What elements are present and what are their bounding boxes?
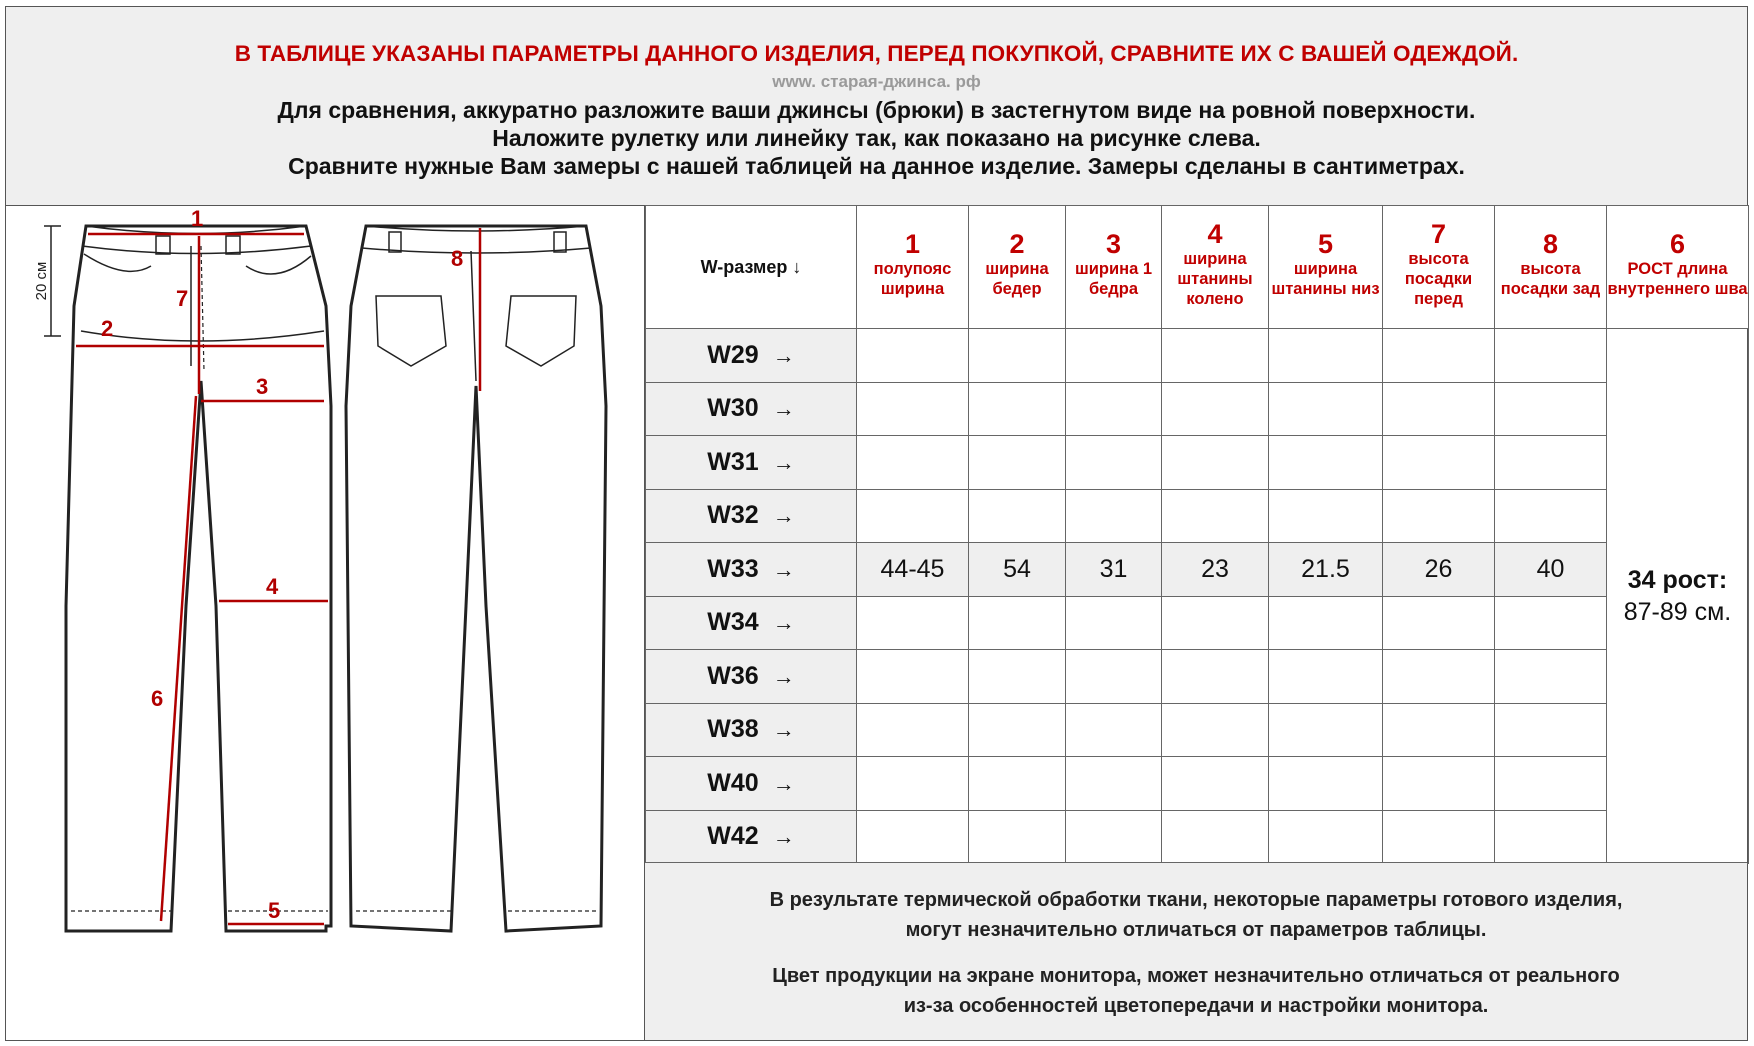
size-table [645,205,1749,864]
table-row [646,436,1749,490]
value-cell [1495,382,1607,436]
value-cell [1495,329,1607,383]
footer-note-1: В результате термической обработки ткани, некоторые параметры готового изделия, [769,889,1623,911]
table-row [646,543,1749,597]
arrow-icon: → [772,717,795,743]
value-cell [1066,703,1162,757]
size-cell [646,543,857,597]
footer-panel [645,862,1747,1040]
column-header [1383,206,1495,329]
value-cell [1269,757,1383,811]
value-cell [969,703,1066,757]
size-label: W36 [707,661,759,690]
marker-2: 2 [101,316,114,341]
column-header [1495,206,1607,329]
marker-3: 3 [256,374,269,399]
column-number: 2 [1009,229,1025,259]
value-cell [1495,703,1607,757]
arrow-icon: → [772,449,795,475]
value-cell: 31 [1066,543,1162,597]
size-label: W30 [707,394,759,423]
column-label: высота посадки перед [1404,250,1473,308]
value-cell: 21.5 [1269,543,1383,597]
value-cell [1383,650,1495,704]
table-row [646,650,1749,704]
table-row [646,810,1749,864]
value-cell [857,436,969,490]
value-cell: 44-45 [857,543,969,597]
value-cell [1269,329,1383,383]
header-instruction-3: Сравните нужные Вам замеры с нашей таблицей на данное изделие. Замеры сделаны в сантиметрах. [288,153,1465,179]
value-cell: 40 [1495,543,1607,597]
value-cell [1162,382,1269,436]
value-cell [857,596,969,650]
jeans-measurement-drawing [6,206,646,1040]
value-cell [1162,757,1269,811]
growth-value: 87-89 см. [1623,598,1732,626]
table-row [646,489,1749,543]
value-cell [1066,436,1162,490]
size-label: W31 [707,447,759,476]
value-cell [1162,329,1269,383]
size-label: W38 [707,715,759,744]
arrow-icon: → [772,770,795,796]
arrow-icon: → [772,503,795,529]
arrow-icon: → [772,556,795,582]
corner-cell [646,206,857,329]
size-cell [646,329,857,383]
column-header [1162,206,1269,329]
value-cell [1066,810,1162,864]
size-label: W34 [707,608,759,637]
value-cell [857,650,969,704]
value-cell [1066,757,1162,811]
size-cell [646,810,857,864]
table-row [646,382,1749,436]
back-jeans-outline [346,226,606,931]
header-site: www. старая-джинса. рф [772,72,981,91]
column-number: 7 [1430,219,1447,249]
value-cell [1162,650,1269,704]
table-row [646,703,1749,757]
value-cell [1383,757,1495,811]
value-cell [969,757,1066,811]
size-label: W40 [707,768,759,797]
value-cell [969,489,1066,543]
marker-4: 4 [266,574,279,599]
value-cell [1383,436,1495,490]
header-panel [6,7,1747,206]
column-header [1066,206,1162,329]
arrow-icon: → [772,663,795,689]
value-cell [1066,650,1162,704]
value-cell [1162,436,1269,490]
value-cell [1066,382,1162,436]
size-label: W32 [707,501,759,530]
value-cell [857,810,969,864]
value-cell [1162,703,1269,757]
arrow-icon: → [772,342,795,368]
value-cell [969,596,1066,650]
column-label: ширина бедер [985,260,1049,298]
footer-note-2: могут незначительно отличаться от параметров таблицы. [905,919,1487,941]
arrow-icon: → [772,396,795,422]
marker-1: 1 [191,206,204,231]
value-cell [1162,489,1269,543]
column-header [1269,206,1383,329]
value-cell [857,382,969,436]
column-label: полупояс ширина [873,260,952,298]
column-label: РОСТ длина внутреннего шва [1607,260,1748,298]
column-label: высота посадки зад [1500,260,1601,298]
size-cell [646,596,857,650]
size-label: W29 [707,340,759,369]
value-cell: 23 [1162,543,1269,597]
value-cell [1495,489,1607,543]
value-cell: 26 [1383,543,1495,597]
size-cell [646,650,857,704]
value-cell [1162,810,1269,864]
value-cell [1495,596,1607,650]
column-number: 1 [904,229,921,259]
table-row [646,596,1749,650]
jeans-diagram-svg [6,206,646,1040]
value-cell [969,650,1066,704]
growth-cell [1607,329,1749,864]
arrow-icon: → [772,824,795,850]
value-cell [969,329,1066,383]
column-number: 4 [1207,219,1223,249]
value-cell [1495,810,1607,864]
size-cell [646,489,857,543]
value-cell [969,810,1066,864]
value-cell [1066,489,1162,543]
header-instruction-2: Наложите рулетку или линейку так, как показано на рисунке слева. [492,125,1261,151]
value-cell [857,329,969,383]
marker-8: 8 [451,246,464,271]
marker-7: 7 [176,286,189,311]
column-label: ширина штанины низ [1271,260,1380,298]
column-label: ширина штанины колено [1177,250,1253,308]
value-cell [1066,596,1162,650]
header-title: В ТАБЛИЦЕ УКАЗАНЫ ПАРАМЕТРЫ ДАННОГО ИЗДЕЛИЯ, ПЕРЕД ПОКУПКОЙ, СРАВНИТЕ ИХ С ВАШЕЙ ОДЕЖДОЙ. [234,41,1519,66]
header-instruction-1: Для сравнения, аккуратно разложите ваши джинсы (брюки) в застегнутом виде на ровной поверхности. [277,97,1476,123]
column-number: 5 [1317,229,1334,259]
value-cell [1162,596,1269,650]
column-header [969,206,1066,329]
value-cell [1383,596,1495,650]
table-header-row [646,206,1749,329]
size-cell [646,382,857,436]
value-cell [857,489,969,543]
value-cell [1269,650,1383,704]
value-cell [1269,703,1383,757]
value-cell [1269,810,1383,864]
table-row [646,757,1749,811]
column-header [857,206,969,329]
column-label: ширина 1 бедра [1074,260,1153,298]
arrow-icon: → [772,610,795,636]
value-cell [1495,436,1607,490]
value-cell [1066,329,1162,383]
measure-line-6 [161,396,196,921]
value-cell [1269,489,1383,543]
value-cell [1269,436,1383,490]
column-header [1607,206,1749,329]
value-cell [969,382,1066,436]
marker-6: 6 [151,686,164,711]
footer-note-3: Цвет продукции на экране монитора, может незначительно отличаться от реального [772,965,1620,987]
value-cell [1383,489,1495,543]
value-cell [1383,329,1495,383]
column-number: 6 [1669,229,1686,259]
size-label: W42 [707,822,759,851]
growth-label: 34 рост: [1627,566,1728,594]
marker-5: 5 [268,898,281,923]
value-cell [1269,382,1383,436]
value-cell [1383,810,1495,864]
value-cell [857,703,969,757]
value-cell [1495,650,1607,704]
value-cell [1495,757,1607,811]
value-cell [857,757,969,811]
size-label: W33 [707,554,759,583]
footer-note-4: из-за особенностей цветопередачи и настройки монитора. [903,995,1489,1017]
size-cell [646,757,857,811]
value-cell: 54 [969,543,1066,597]
value-cell [1269,596,1383,650]
column-number: 3 [1105,229,1122,259]
table-row [646,329,1749,383]
w-size-label: W-размер ↓ [700,256,802,277]
height-20cm-label: 20 см [33,261,50,301]
size-cell [646,703,857,757]
value-cell [969,436,1066,490]
value-cell [1383,382,1495,436]
size-cell [646,436,857,490]
value-cell [1383,703,1495,757]
column-number: 8 [1542,229,1559,259]
